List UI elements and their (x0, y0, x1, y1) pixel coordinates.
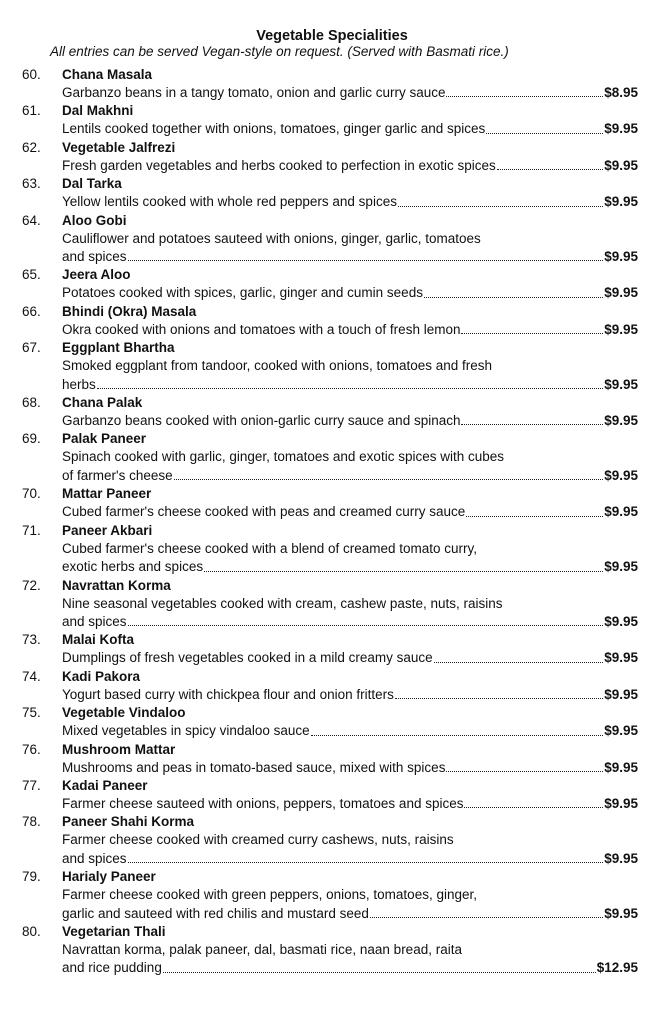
dot-leader (163, 959, 596, 972)
item-price-line (62, 850, 638, 868)
item-price-line (62, 321, 638, 339)
item-price-line (62, 193, 638, 211)
menu-item (0, 303, 664, 339)
item-name: Chana Masala (62, 67, 153, 82)
item-price: $9.95 (604, 249, 638, 265)
item-price: $9.95 (604, 650, 638, 666)
item-description: Farmer cheese sauteed with onions, peppers, tomatoes and spices (62, 795, 464, 811)
item-description: Cubed farmer's cheese cooked with a blend of creamed tomato curry, (62, 540, 478, 556)
item-description: Lentils cooked together with onions, tomatoes, ginger garlic and spices (62, 121, 486, 137)
dot-leader (128, 850, 604, 863)
item-number: 61. (22, 103, 41, 119)
item-price-line (62, 795, 638, 813)
item-price: $9.95 (604, 321, 638, 337)
dot-leader (424, 284, 603, 297)
item-description: Okra cooked with onions and tomatoes with a touch of fresh lemon (62, 321, 461, 337)
item-description: Dumplings of fresh vegetables cooked in a mild creamy sauce (62, 650, 433, 666)
item-description: of farmer's cheese (62, 467, 173, 483)
item-price: $9.95 (604, 759, 638, 775)
item-number: 76. (22, 741, 41, 757)
item-price-line (62, 759, 638, 777)
item-price-line (62, 959, 638, 977)
item-description: and spices (62, 613, 127, 629)
menu-item (0, 522, 664, 577)
dot-leader (461, 321, 603, 334)
item-number: 73. (22, 632, 41, 648)
item-price-line (62, 284, 638, 302)
item-number: 80. (22, 923, 41, 939)
menu-item (0, 813, 664, 868)
item-description: Spinach cooked with garlic, ginger, tomatoes and exotic spices with cubes (62, 449, 504, 465)
item-price: $9.95 (604, 850, 638, 866)
menu-item (0, 212, 664, 267)
item-name: Eggplant Bhartha (62, 340, 175, 356)
item-description: Garbanzo beans cooked with onion-garlic curry sauce and spinach (62, 413, 461, 429)
menu-item (0, 175, 664, 211)
item-description: Potatoes cooked with spices, garlic, ginger and cumin seeds (62, 285, 423, 301)
item-description: Mixed vegetables in spicy vindaloo sauce (62, 723, 310, 739)
menu-item (0, 631, 664, 667)
dot-leader (486, 120, 603, 133)
item-price-line (62, 248, 638, 266)
item-price: $9.95 (604, 723, 638, 739)
dot-leader (464, 795, 603, 808)
item-description: herbs (62, 376, 96, 392)
item-price-line (62, 84, 638, 102)
item-number: 64. (22, 212, 41, 228)
menu-item (0, 139, 664, 175)
item-price: $9.95 (604, 559, 638, 575)
menu-item (0, 485, 664, 521)
item-price: $9.95 (604, 613, 638, 629)
dot-leader (461, 412, 603, 425)
item-description: Yogurt based curry with chickpea flour and onion fritters (62, 686, 394, 702)
item-number: 62. (22, 139, 41, 155)
item-price-line (62, 120, 638, 138)
item-number: 66. (22, 303, 41, 319)
item-number: 79. (22, 869, 41, 885)
item-number: 63. (22, 176, 41, 192)
item-description: Yellow lentils cooked with whole red peppers and spices (62, 194, 397, 210)
item-name: Malai Kofta (62, 632, 135, 648)
item-price-line (62, 613, 638, 631)
menu-item (0, 577, 664, 632)
dot-leader (497, 157, 603, 170)
item-name: Mushroom Mattar (62, 741, 176, 757)
dot-leader (370, 905, 603, 918)
item-price: $9.95 (604, 285, 638, 301)
item-number: 74. (22, 668, 41, 684)
menu-item (0, 430, 664, 485)
item-name: Chana Palak (62, 395, 143, 411)
item-description: and spices (62, 249, 127, 265)
menu-list (0, 66, 664, 978)
item-price: $9.95 (604, 686, 638, 702)
menu-item (0, 102, 664, 138)
menu-item (0, 741, 664, 777)
dot-leader (434, 649, 604, 662)
item-description: Navrattan korma, palak paneer, dal, basmati rice, naan bread, raita (62, 941, 462, 957)
menu-item (0, 394, 664, 430)
dot-leader (174, 467, 604, 480)
dot-leader (398, 193, 603, 206)
item-price-line (62, 376, 638, 394)
item-name: Dal Makhni (62, 103, 134, 119)
item-name: Paneer Shahi Korma (62, 814, 195, 830)
item-number: 71. (22, 522, 41, 538)
menu-item (0, 868, 664, 923)
item-number: 65. (22, 267, 41, 283)
item-name: Vegetarian Thali (62, 923, 166, 939)
section-title: Vegetable Specialities (256, 28, 408, 44)
item-name: Palak Paneer (62, 431, 147, 447)
item-price: $9.95 (604, 504, 638, 520)
item-name: Bhindi (Okra) Masala (62, 303, 197, 319)
item-price: $9.95 (604, 194, 638, 210)
item-price: $9.95 (604, 157, 638, 173)
item-name: Navrattan Korma (62, 577, 171, 593)
item-name: Vegetable Vindaloo (62, 705, 186, 721)
item-description: Smoked eggplant from tandoor, cooked with onions, tomatoes and fresh (62, 358, 493, 374)
item-price: $9.95 (604, 121, 638, 137)
item-price-line (62, 412, 638, 430)
dot-leader (204, 558, 603, 571)
item-price-line (62, 686, 638, 704)
item-name: Kadi Pakora (62, 668, 141, 684)
section-subtitle: All entries can be served Vegan-style on request. (Served with Basmati rice.) (50, 44, 509, 59)
item-price-line (62, 467, 638, 485)
item-description: Garbanzo beans in a tangy tomato, onion and garlic curry sauce (62, 85, 446, 100)
item-description: Nine seasonal vegetables cooked with cream, cashew paste, nuts, raisins (62, 595, 503, 611)
item-description: and rice pudding (62, 960, 162, 976)
dot-leader (128, 248, 604, 261)
item-description: Fresh garden vegetables and herbs cooked to perfection in exotic spices (62, 157, 496, 173)
item-name: Aloo Gobi (62, 212, 127, 228)
dot-leader (446, 84, 603, 97)
dot-leader (128, 613, 604, 626)
menu-item (0, 339, 664, 394)
item-price: $9.95 (604, 467, 638, 483)
item-description: exotic herbs and spices (62, 559, 204, 575)
item-name: Paneer Akbari (62, 522, 153, 538)
item-description: Farmer cheese cooked with green peppers, onions, tomatoes, ginger, (62, 887, 477, 903)
item-description: Farmer cheese cooked with creamed curry cashews, nuts, raisins (62, 832, 454, 848)
item-price: $12.95 (596, 960, 638, 976)
item-price-line (62, 649, 638, 667)
dot-leader (97, 376, 603, 389)
item-number: 72. (22, 577, 41, 593)
item-description: Mushrooms and peas in tomato-based sauce, mixed with spices (62, 759, 446, 775)
item-price-line (62, 157, 638, 175)
item-number: 77. (22, 777, 41, 793)
item-name: Harialy Paneer (62, 869, 156, 885)
item-price-line (62, 905, 638, 923)
item-number: 78. (22, 814, 41, 830)
item-number: 60. (22, 67, 41, 82)
item-number: 67. (22, 340, 41, 356)
item-number: 75. (22, 705, 41, 721)
menu-item (0, 923, 664, 978)
menu-item (0, 704, 664, 740)
item-name: Kadai Paneer (62, 777, 148, 793)
item-price: $9.95 (604, 795, 638, 811)
item-name: Dal Tarka (62, 176, 122, 192)
item-name: Jeera Aloo (62, 267, 131, 283)
item-description: Cubed farmer's cheese cooked with peas and creamed curry sauce (62, 504, 466, 520)
item-price-line (62, 503, 638, 521)
item-number: 68. (22, 395, 41, 411)
item-price: $8.95 (604, 85, 638, 100)
dot-leader (311, 722, 604, 735)
menu-item (0, 668, 664, 704)
item-name: Vegetable Jalfrezi (62, 139, 176, 155)
item-price-line (62, 722, 638, 740)
dot-leader (395, 686, 603, 699)
menu-item (0, 777, 664, 813)
menu-item (0, 66, 664, 102)
item-description: Cauliflower and potatoes sauteed with onions, ginger, garlic, tomatoes (62, 230, 481, 246)
menu-item (0, 266, 664, 302)
item-number: 70. (22, 486, 41, 502)
item-price-line (62, 558, 638, 576)
dot-leader (466, 503, 603, 516)
item-number: 69. (22, 431, 41, 447)
item-name: Mattar Paneer (62, 486, 152, 502)
item-price: $9.95 (604, 413, 638, 429)
dot-leader (446, 759, 603, 772)
item-price: $9.95 (604, 376, 638, 392)
item-description: and spices (62, 850, 127, 866)
item-price: $9.95 (604, 905, 638, 921)
item-description: garlic and sauteed with red chilis and mustard seed (62, 905, 369, 921)
